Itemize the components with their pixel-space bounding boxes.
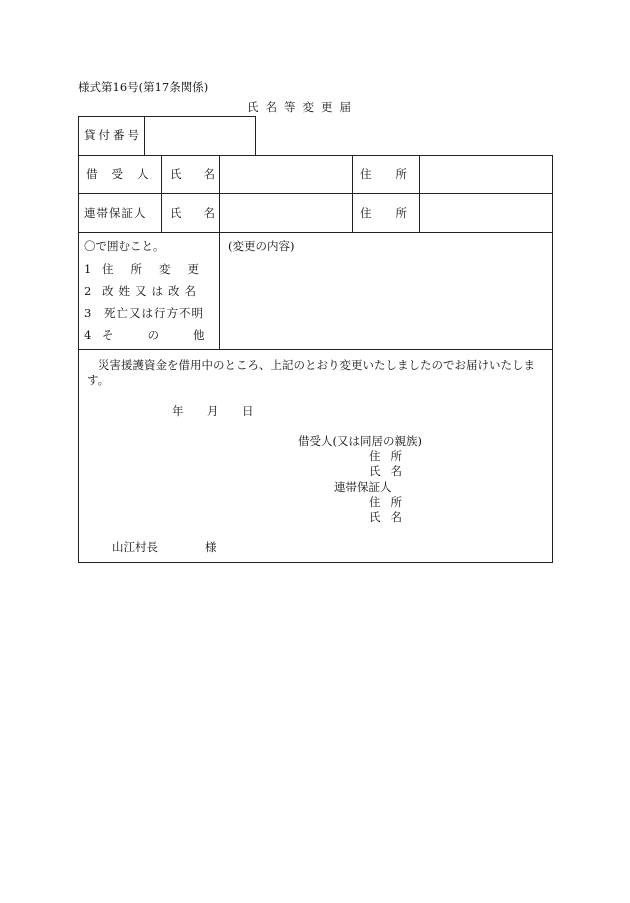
borrower-name-label: 氏名 [170, 167, 237, 181]
option-3-text[interactable]: 死亡又は行方不明 [104, 306, 204, 320]
col-divider-b [219, 155, 220, 349]
loan-number-field[interactable] [146, 122, 252, 150]
row-divider-1 [78, 193, 553, 194]
date-month: 月 [207, 404, 219, 418]
option-3-number: 3 [84, 306, 92, 320]
circle-instruction: 〇で囲むこと。 [84, 239, 165, 253]
option-4-text[interactable]: その他 [102, 328, 239, 342]
guarantor-label: 連帯保証人 [84, 206, 147, 220]
borrower-label: 借受人 [86, 167, 163, 181]
loan-number-label [84, 128, 142, 142]
row-divider-2 [78, 232, 553, 233]
row-divider-3 [78, 349, 553, 350]
col-divider-c [352, 155, 353, 232]
form-title: 氏名等変更届 [247, 100, 358, 114]
loan-number-divider [144, 116, 145, 155]
option-1-text[interactable]: 住所変更 [102, 262, 216, 276]
guarantor-name-label: 氏名 [170, 206, 237, 220]
borrower-address-field[interactable] [422, 160, 550, 188]
borrower-address-label: 住所 [360, 167, 431, 181]
borrower-name-field[interactable] [222, 160, 350, 188]
signer-borrower-name-label: 氏名 [369, 464, 412, 478]
guarantor-address-field[interactable] [422, 199, 550, 227]
date-day: 日 [242, 404, 254, 418]
addressee: 山江村長 [112, 540, 158, 554]
signer-guarantor-name-label: 氏名 [369, 510, 412, 524]
option-1-number: 1 [84, 262, 92, 276]
change-content-label: (変更の内容) [228, 239, 295, 253]
option-2-text[interactable]: 改姓又は改名 [102, 284, 201, 298]
option-2-number: 2 [84, 284, 92, 298]
signer-guarantor-address-label: 住所 [369, 495, 412, 509]
guarantor-name-field[interactable] [222, 199, 350, 227]
option-4-number: 4 [84, 328, 92, 342]
notice-body: 災害援護資金を借用中のところ、上記のとおり変更いたしましたのでお届けいたします。 [87, 358, 535, 387]
form-reference: 様式第16号(第17条関係) [78, 80, 209, 94]
signer-guarantor-label: 連帯保証人 [334, 480, 392, 494]
change-content-field[interactable] [224, 256, 548, 344]
signer-borrower-label: 借受人(又は同居の親族) [298, 434, 422, 448]
date-year: 年 [172, 404, 184, 418]
honorific: 様 [205, 540, 217, 554]
signer-borrower-address-label: 住所 [369, 449, 412, 463]
guarantor-address-label: 住所 [360, 206, 431, 220]
loan-number-label-text: 貸付番号 [84, 128, 142, 142]
